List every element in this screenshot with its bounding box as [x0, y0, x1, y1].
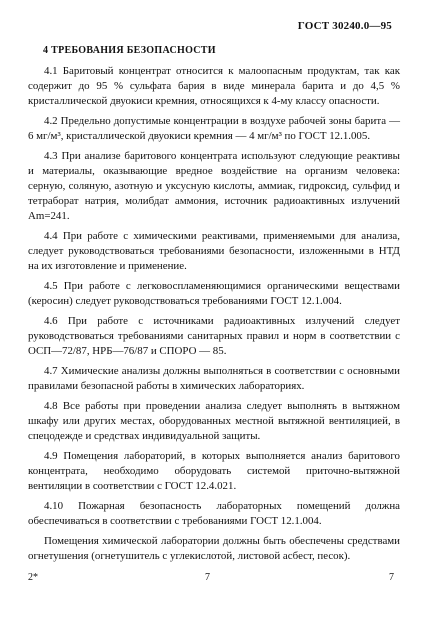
paragraph-4-6: 4.6 При работе с источниками радиоактивных излучений следует руководствоваться требованиями санитарных правил и норм в соответствии с ОСП—72/87, НРБ—76/87 и СПОРО — 85. — [28, 315, 400, 357]
paragraph-4-10: 4.10 Пожарная безопасность лабораторных помещений должна обеспечиваться в соответствии с требованиями ГОСТ 12.1.004. — [28, 500, 400, 527]
footer-page-number-center: 7 — [205, 572, 210, 583]
footer-page-number-right: 7 — [389, 572, 394, 583]
paragraph-4-3: 4.3 При анализе баритового концентрата используют следующие реактивы и материалы, оказывающие вредное воздействие на организм человека: серную, соляную, азотную и уксусную кислоты, аммиак, гидроксид, сульфид и тетраборат натрия, молибдат аммония, источник радиоактивных излучений Am=241. — [28, 150, 400, 222]
paragraph-4-7: 4.7 Химические анализы должны выполняться в соответствии с основными правилами безопасной работы в химических лабораториях. — [28, 365, 400, 392]
paragraph-4-2: 4.2 Предельно допустимые концентрации в воздухе рабочей зоны барита — 6 мг/м³, кристаллической двуокиси кремния — 4 мг/м³ по ГОСТ 12.1.005. — [28, 115, 400, 142]
paragraph-4-8: 4.8 Все работы при проведении анализа следует выполнять в вытяжном шкафу или других местах, оборудованных местной вытяжной вентиляцией, в спецодежде и средствах индивидуальной защиты. — [28, 400, 400, 442]
paragraph-4-5: 4.5 При работе с легковоспламеняющимися органическими веществами (керосин) следует руководствоваться требованиями ГОСТ 12.1.004. — [28, 280, 400, 307]
paragraph-4-4: 4.4 При работе с химическими реактивами, применяемыми для анализа, следует руководствоваться требованиями безопасности, изложенными в НТД на их изготовление и применение. — [28, 230, 400, 272]
section-title: 4 ТРЕБОВАНИЯ БЕЗОПАСНОСТИ — [43, 45, 216, 56]
footer-signature-mark: 2* — [28, 572, 38, 583]
document-code: ГОСТ 30240.0—95 — [297, 20, 392, 32]
paragraph-fire-equipment: Помещения химической лаборатории должны быть обеспечены средствами огнетушения (огнетушитель с углекислотой, листовой асбест, песок). — [28, 535, 400, 562]
paragraph-4-1: 4.1 Баритовый концентрат относится к малоопасным продуктам, так как содержит до 95 % сульфата бария в виде минерала барита и до 4,5 % кристаллической двуокиси кремния, относящихся к 4-му классу опасности. — [28, 65, 400, 107]
paragraph-4-9: 4.9 Помещения лабораторий, в которых выполняется анализ баритового концентрата, необходимо оборудовать системой приточно-вытяжной вентиляции в соответствии с ГОСТ 12.4.021. — [28, 450, 400, 492]
body-text — [28, 64, 400, 569]
